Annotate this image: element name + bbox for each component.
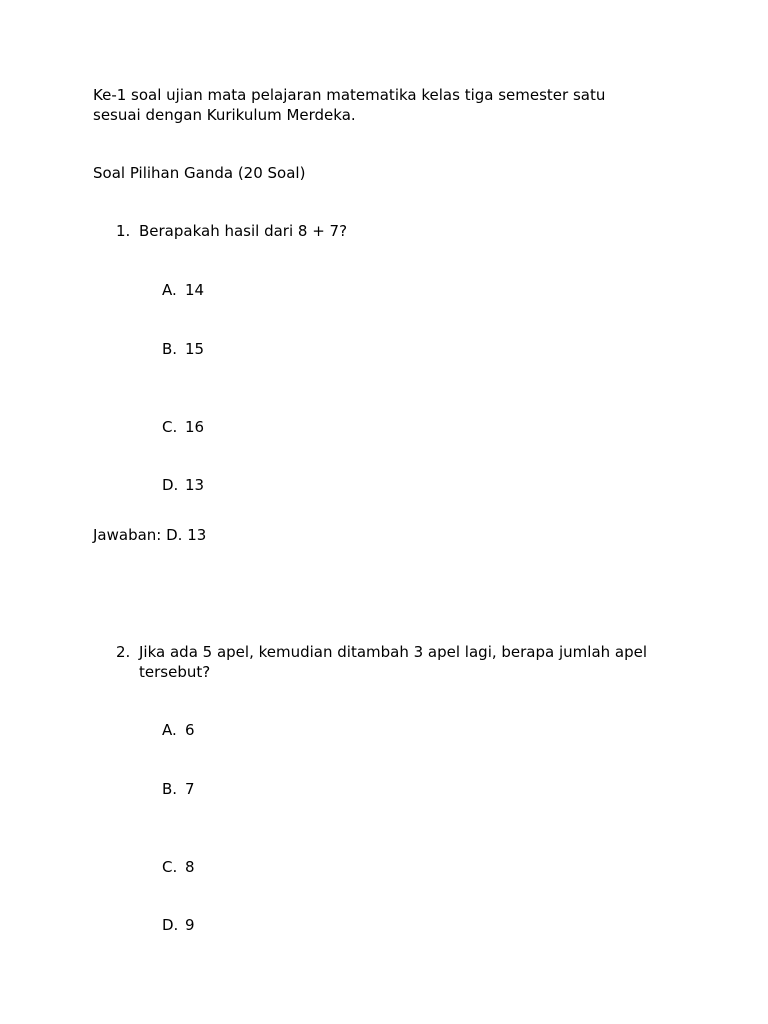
option-d bbox=[162, 916, 195, 936]
option-text: 9 bbox=[185, 916, 195, 934]
option-text: 13 bbox=[185, 476, 205, 494]
option-text: 6 bbox=[185, 721, 195, 739]
option-letter: C. bbox=[162, 418, 178, 436]
option-text: 14 bbox=[185, 281, 205, 299]
question-text: Berapakah hasil dari 8 + 7? bbox=[139, 222, 348, 240]
option-letter: B. bbox=[162, 780, 178, 798]
option-text: 8 bbox=[185, 858, 195, 876]
option-b bbox=[162, 340, 204, 360]
question-number: 1. bbox=[116, 222, 131, 240]
option-letter: A. bbox=[162, 281, 177, 299]
option-a bbox=[162, 281, 204, 301]
question-number: 2. bbox=[116, 643, 131, 661]
option-letter: C. bbox=[162, 858, 178, 876]
option-text: 16 bbox=[185, 418, 205, 436]
section-title: Soal Pilihan Ganda (20 Soal) bbox=[93, 164, 306, 182]
option-a bbox=[162, 721, 195, 741]
option-text: 7 bbox=[185, 780, 195, 798]
option-b bbox=[162, 780, 195, 800]
option-letter: A. bbox=[162, 721, 177, 739]
option-letter: D. bbox=[162, 476, 179, 494]
question-text: Jika ada 5 apel, kemudian ditambah 3 apel lagi, berapa jumlah apel tersebut? bbox=[139, 643, 648, 681]
option-text: 15 bbox=[185, 340, 205, 358]
intro-paragraph: Ke-1 soal ujian mata pelajaran matematika kelas tiga semester satu sesuai dengan Kurikulum Merdeka. bbox=[93, 86, 606, 124]
answer-key: Jawaban: D. 13 bbox=[93, 526, 207, 544]
option-c bbox=[162, 418, 204, 438]
option-letter: D. bbox=[162, 916, 179, 934]
option-d bbox=[162, 476, 204, 496]
option-letter: B. bbox=[162, 340, 178, 358]
option-c bbox=[162, 858, 195, 878]
